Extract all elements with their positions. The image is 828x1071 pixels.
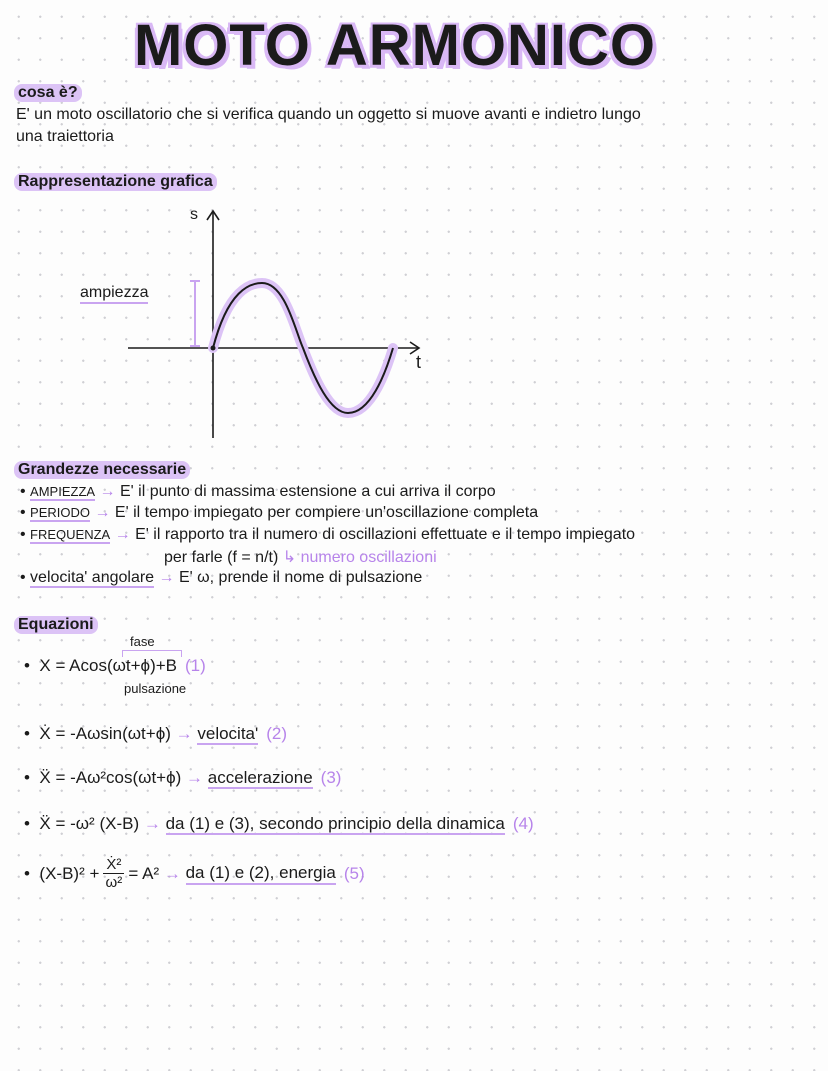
list-item-continuation: per farle (f = n/t) ↳ numero oscillazioni [164, 549, 437, 566]
list-item: • PERIODO → E' il tempo impiegato per compiere un'oscillazione completa [20, 504, 539, 521]
section-heading-graph: Rappresentazione grafica [14, 173, 217, 191]
equation-4: • Ẍ = -ω² (X-B) → da (1) e (3), secondo principio della dinamica (4) [24, 814, 534, 833]
section-heading-what: cosa è? [14, 84, 82, 102]
origin-point [211, 346, 216, 351]
list-item: • FREQUENZA → E' il rapporto tra il numero di oscillazioni effettuate e il tempo impiegato [20, 526, 636, 543]
equation-2: • Ẋ = -Aωsin(ωt+ϕ) → velocita' (2) [24, 724, 288, 743]
intro-line-2: una traiettoria [16, 128, 114, 145]
amplitude-label: ampiezza [80, 284, 148, 304]
phase-label: fase [130, 634, 155, 649]
equation-3: • Ẍ = -Aω²cos(ωt+ϕ) → accelerazione (3) [24, 768, 342, 787]
y-axis-label: s [190, 206, 198, 223]
x-axis-label: t [416, 352, 422, 372]
list-item: • AMPIEZZA → E' il punto di massima estensione a cui arriva il corpo [20, 483, 496, 500]
section-heading-equations: Equazioni [14, 616, 98, 634]
sine-graph [0, 195, 460, 455]
intro-line-1: E' un moto oscillatorio che si verifica quando un oggetto si muove avanti e indietro lungo [16, 106, 641, 123]
section-heading-quantities: Grandezze necessarie [14, 461, 190, 479]
page-title: MOTO ARMONICO [133, 13, 657, 78]
equation-1: • X = Acos(ωt+ϕ)+B (1) [24, 656, 206, 675]
list-item: • velocita' angolare → E' ω, prende il nome di pulsazione [20, 569, 423, 586]
equation-5: • (X-B)² + $\frac{\text{Ẋ²}}{\text{ω²}}$ = A² → da (1) e (2), energia (5) [24, 856, 365, 891]
pulsation-label: pulsazione [124, 681, 187, 696]
